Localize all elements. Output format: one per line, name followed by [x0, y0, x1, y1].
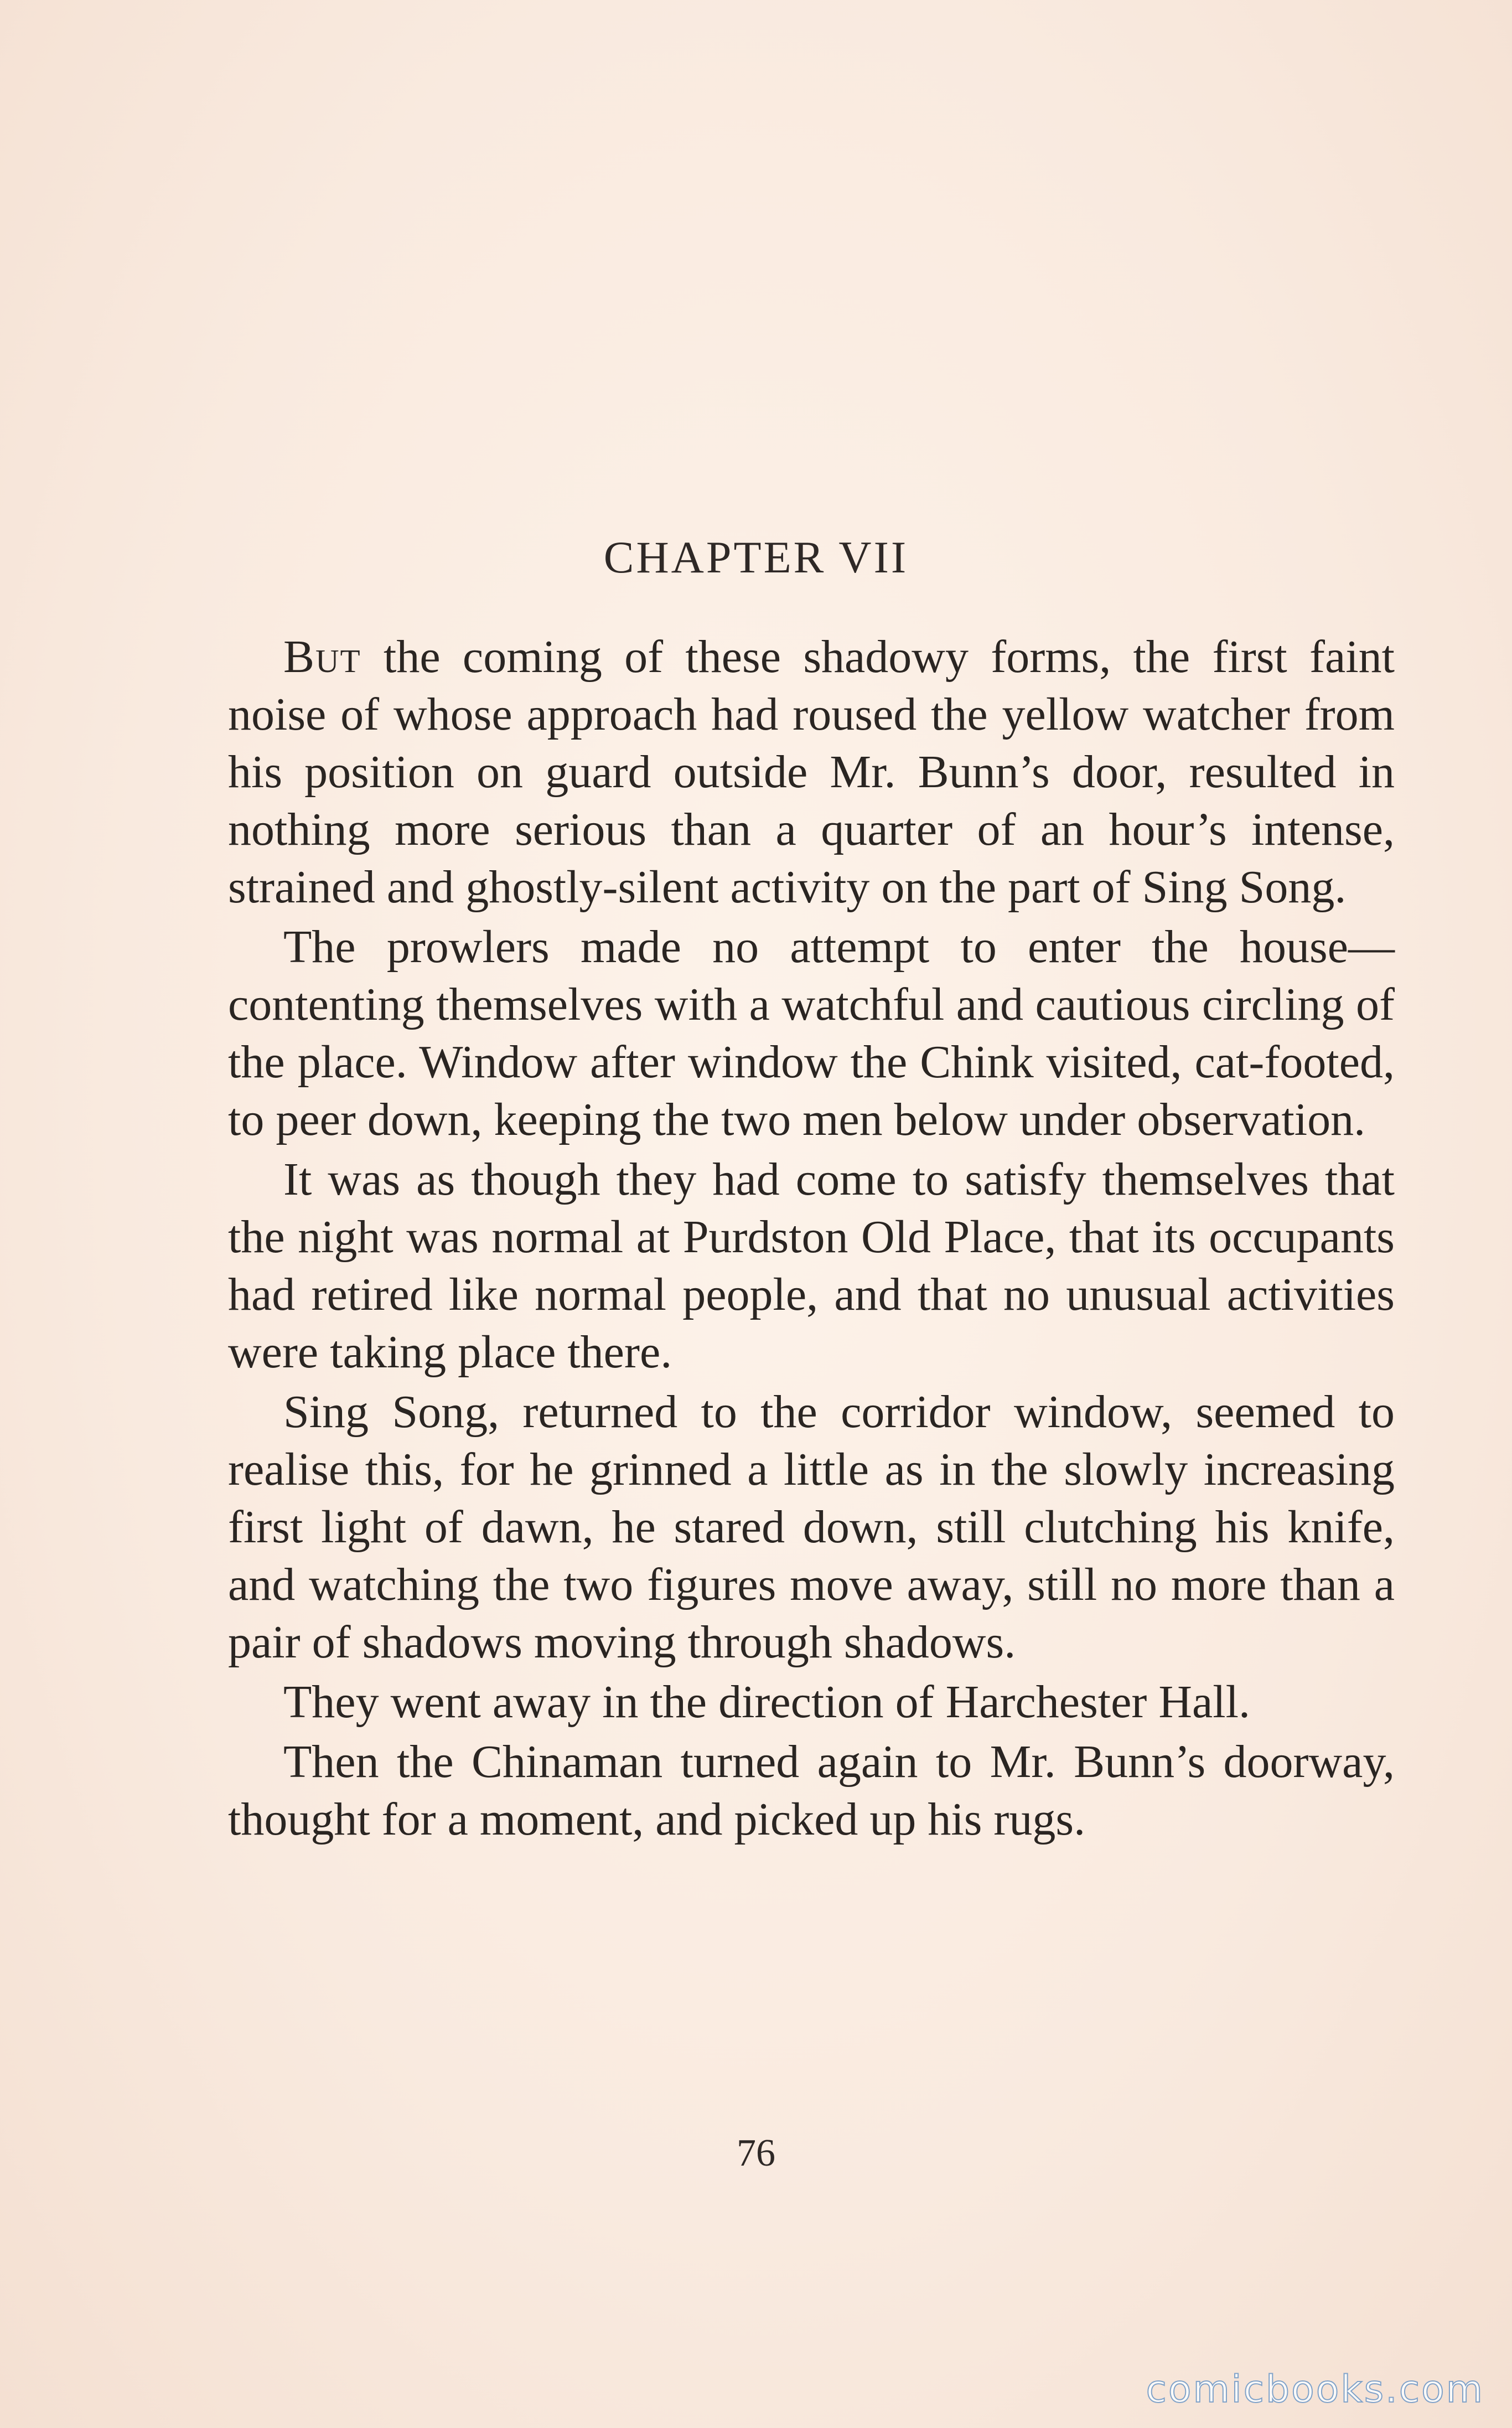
paragraph-4: Sing Song, returned to the corridor window, seemed to realise this, for he grinned a little as in the slowly increasing first light of dawn, he stared down, still clutching his knife, and watching the two figures move away, still no more than a pair of shadows moving through shadows. [228, 1386, 1395, 1668]
chapter-heading: CHAPTER VII [603, 532, 909, 582]
paragraph-2: The prowlers made no attempt to enter the house—contenting themselves with a watchful and cautious circling of the place. Window after window the Chink visited, cat-footed, to peer down, keeping the two men below under observation. [228, 921, 1395, 1145]
paragraph-lead-word: But [283, 631, 361, 683]
paragraph-1 [228, 628, 1395, 916]
body-text [228, 628, 1395, 1851]
page-number: 76 [737, 2132, 775, 2174]
paragraph-3: It was as though they had come to satisfy themselves that the night was normal at Purdston Old Place, that its occupants had retired like normal people, and that no unusual activities were taking place there. [228, 1154, 1395, 1378]
paragraph-text: the coming of these shadowy forms, the first faint noise of whose approach had roused the yellow watcher from his position on guard outside Mr. Bunn’s door, resulted in nothing more serious than a quarter of an hour’s intense, strained and ghostly-silent activity on the part of Sing Song. [228, 631, 1395, 913]
site-watermark: comicbooks.com [1146, 2368, 1484, 2411]
paragraph-6: Then the Chinaman turned again to Mr. Bunn’s doorway, thought for a moment, and picked up his rugs. [228, 1736, 1395, 1845]
paragraph-5: They went away in the direction of Harchester Hall. [283, 1676, 1250, 1728]
